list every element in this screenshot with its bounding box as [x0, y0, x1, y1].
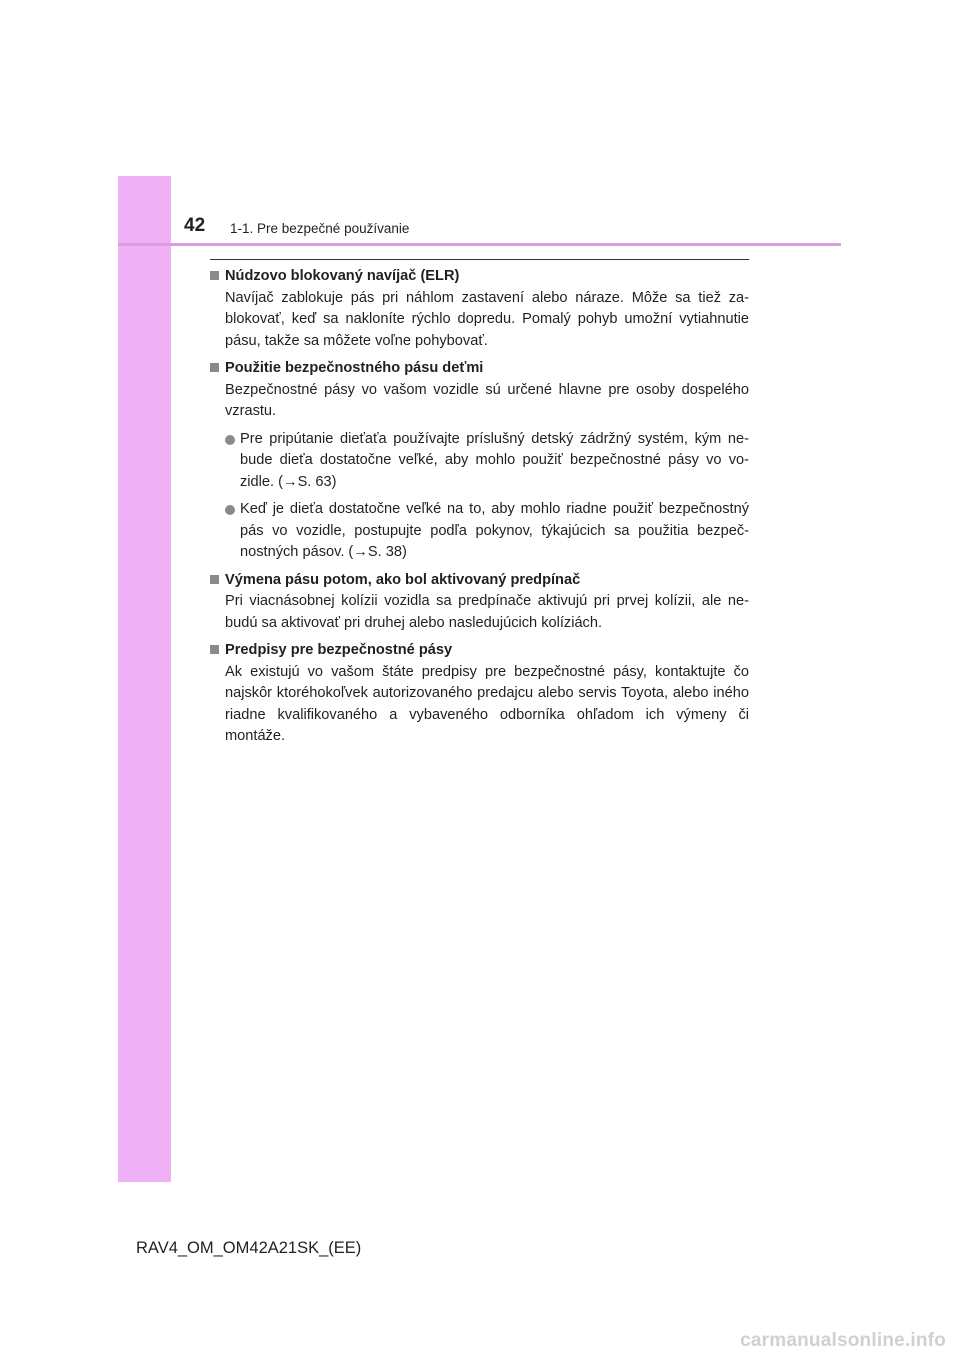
list-item-text: Keď je dieťa dostatočne veľké na to, aby mohlo riadne použiť bezpečnostný pás vo vozidle, postupujte podľa pokynov, týkajúcich sa použitia bezpeč-nostných pásov. (→S. 38): [240, 501, 749, 560]
section-pretensioner: [210, 570, 749, 635]
section-elr: [210, 266, 749, 352]
section-heading-text: Výmena pásu potom, ako bol aktivovaný predpínač: [225, 571, 581, 588]
section-heading: [210, 640, 749, 662]
section-regulations: [210, 640, 749, 748]
list-item: [225, 499, 749, 564]
section-children: [210, 358, 749, 564]
section-heading: [210, 570, 749, 592]
square-bullet-icon: [210, 271, 219, 280]
section-title: 1-1. Pre bezpečné používanie: [230, 221, 410, 236]
section-paragraph: Navíjač zablokuje pás pri náhlom zastavení alebo náraze. Môže sa tiež za-blokovať, keď sa nakloníte rýchlo dopredu. Pomalý pohyb umožní vytiahnutie pásu, takže sa môžete voľne pohybovať.: [225, 289, 749, 349]
page-number: 42: [184, 215, 206, 236]
list-item-text: Pre pripútanie dieťaťa používajte príslušný detský zádržný systém, kým ne-bude dieťa dostatočne veľké, aby mohlo použiť bezpečnostné pásy vo vo-zidle. (→S. 63): [240, 430, 749, 490]
section-heading-text: Použitie bezpečnostného pásu deťmi: [225, 360, 484, 376]
section-heading-text: Núdzovo blokovaný navíjač (ELR): [225, 268, 460, 284]
section-paragraph: Bezpečnostné pásy vo vašom vozidle sú určené hlavne pre osoby dospelého vzrastu.: [225, 381, 749, 419]
section-heading-text: Predpisy pre bezpečnostné pásy: [225, 642, 453, 658]
circle-bullet-icon: [225, 435, 235, 445]
section-paragraph: Ak existujú vo vašom štáte predpisy pre bezpečnostné pásy, kontaktujte čo najskôr ktoréhokoľvek autorizovaného predajcu alebo servis Toyota, alebo iného riadne kvalifikovaného a vybaveného odborníka ohľadom ich výmeny či montáže.: [225, 663, 749, 744]
document-code: RAV4_OM_OM42A21SK_(EE): [136, 1239, 362, 1257]
square-bullet-icon: [210, 363, 219, 372]
list-item: [225, 429, 749, 494]
content-body: [210, 266, 749, 754]
section-heading: [210, 266, 749, 288]
content-top-rule: [210, 259, 749, 260]
circle-bullet-icon: [225, 505, 235, 515]
watermark: carmanualsonline.info: [740, 1330, 946, 1351]
square-bullet-icon: [210, 645, 219, 654]
section-paragraph: Pri viacnásobnej kolízii vozidla sa predpínače aktivujú pri prvej kolízii, ale ne-budú sa aktivovať pri druhej alebo nasledujúcich kolíziách.: [225, 593, 749, 631]
side-tab-band: [118, 176, 171, 1182]
header-rule: [118, 243, 841, 246]
square-bullet-icon: [210, 575, 219, 584]
section-heading: [210, 358, 749, 380]
